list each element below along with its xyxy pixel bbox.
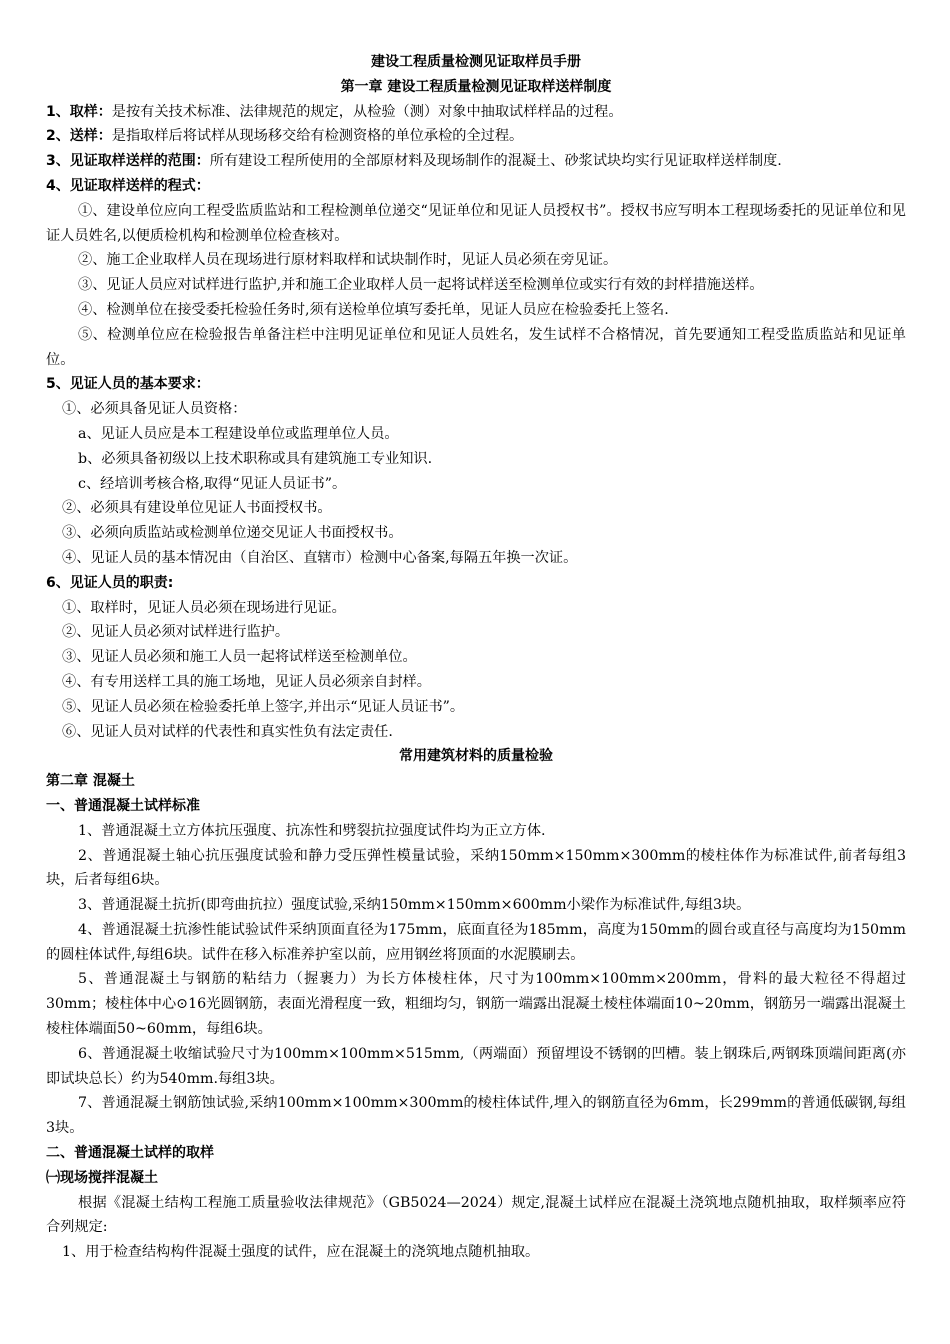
list-item: 1、用于检查结构构件混凝土强度的试件，应在混凝土的浇筑地点随机抽取。 — [62, 1244, 540, 1261]
document-title: 建设工程质量检测见证取样员手册 — [371, 54, 581, 70]
list-item: 2、普通混凝土轴心抗压强度试验和静力受压弹性模量试验，采纳150mm×150mm×300mm的棱柱体作为标准试件,前者每组3块，后者每组6块。 — [46, 847, 906, 889]
definition-label: 3、见证取样送样的范围： — [46, 153, 210, 170]
list-item: ③、见证人员应对试样进行监护,并和施工企业取样人员一起将试样送至检测单位或实行有效的封样措施送样。 — [78, 277, 764, 294]
section-heading: 一、普通混凝土试样标准 — [46, 797, 200, 814]
list-item: ③、必须向质监站或检测单位递交见证人书面授权书。 — [62, 525, 403, 542]
definition-label: 1、取样： — [46, 103, 112, 120]
definition-label: 2、送样： — [46, 128, 112, 145]
list-item: ③、见证人员必须和施工人员一起将试样送至检测单位。 — [62, 649, 417, 666]
definition-scope — [46, 149, 906, 174]
list-subitem: b、必须具备初级以上技术职称或具有建筑施工专业知识. — [78, 450, 433, 467]
list-item: ①、必须具备见证人员资格： — [62, 401, 247, 418]
section-5-heading: 5、见证人员的基本要求： — [46, 376, 210, 393]
list-item: 5、普通混凝土与钢筋的粘结力（握裹力）为长方体棱柱体，尺寸为100mm×100mm×200mm，骨料的最大粒径不得超过30mm；棱柱体中心⊙16光圆钢筋，表面光滑程度一致，粗细均匀，钢筋一端露出混凝土棱柱体端面10~20mm，钢筋另一端露出混凝土棱柱体端面50~60mm，每组6块。 — [46, 971, 906, 1038]
list-item: ②、必须具有建设单位见证人书面授权书。 — [62, 500, 332, 517]
section-heading: 二、普通混凝土试样的取样 — [46, 1145, 214, 1162]
list-subitem: c、经培训考核合格,取得“见证人员证书”。 — [78, 475, 347, 492]
list-item: ④、有专用送样工具的施工场地，见证人员必须亲自封样。 — [62, 673, 431, 690]
section-6-heading: 6、见证人员的职责: — [46, 574, 174, 591]
list-item: ④、见证人员的基本情况由（自治区、直辖市）检测中心备案,每隔五年换一次证。 — [62, 549, 578, 566]
list-item: 3、普通混凝土抗折(即弯曲抗拉）强度试验,采纳150mm×150mm×600mm小梁作为标准试件,每组3块。 — [78, 897, 751, 914]
list-subitem: a、见证人员应是本工程建设单位或监理单位人员。 — [78, 425, 399, 442]
list-item: ⑤、检测单位应在检验报告单备注栏中注明见证单位和见证人员姓名，发生试样不合格情况，首先要通知工程受监质监站和见证单位。 — [46, 326, 906, 368]
section-4-heading: 4、见证取样送样的程式： — [46, 177, 210, 194]
list-item: 1、普通混凝土立方体抗压强度、抗冻性和劈裂抗拉强度试件均为正立方体. — [78, 822, 546, 839]
list-item: 7、普通混凝土钢筋蚀试验,采纳100mm×100mm×300mm的棱柱体试件,埋入的钢筋直径为6mm，长299mm的普通低碳钢,每组3块。 — [46, 1095, 906, 1137]
list-item: ④、检测单位在接受委托检验任务时,须有送检单位填写委托单，见证人员应在检验委托上签名. — [78, 301, 669, 318]
list-item: 4、普通混凝土抗渗性能试验试件采纳顶面直径为175mm，底面直径为185mm，高度为150mm的圆台或直径与高度均为150mm的圆柱体试件,每组6块。试件在移入标准养护室以前，应用钢丝将顶面的水泥膜刷去。 — [46, 921, 906, 963]
definition-text: 是指取样后将试样从现场移交给有检测资格的单位承检的全过程。 — [111, 128, 524, 145]
list-item: ⑥、见证人员对试样的代表性和真实性负有法定责任. — [62, 723, 393, 740]
list-item: ②、施工企业取样人员在现场进行原材料取样和试块制作时，见证人员必须在旁见证。 — [78, 252, 618, 269]
definition-text: 所有建设工程所使用的全部原材料及现场制作的混凝土、砂浆试块均实行见证取样送样制度. — [209, 153, 782, 170]
chapter-2-heading: 第二章 混凝土 — [46, 773, 135, 790]
subtitle: 常用建筑材料的质量检验 — [399, 748, 553, 765]
list-item: ①、建设单位应向工程受监质监站和工程检测单位递交“见证单位和见证人员授权书”。授权书应写明本工程现场委托的见证单位和见证人员姓名,以便质检机构和检测单位检查核对。 — [46, 202, 906, 244]
list-item: ①、取样时，见证人员必须在现场进行见证。 — [62, 599, 346, 616]
list-item: ⑤、见证人员必须在检验委托单上签字,并出示“见证人员证书”。 — [62, 698, 465, 715]
definition-text: 是按有关技术标准、法律规范的规定，从检验（测）对象中抽取试样样品的过程。 — [111, 103, 623, 120]
list-item: ②、见证人员必须对试样进行监护。 — [62, 624, 290, 641]
list-item: 6、普通混凝土收缩试验尺寸为100mm×100mm×515mm,（两端面）预留埋设不锈钢的凹槽。装上钢珠后,两钢珠顶端间距离(亦即试块总长）约为540mm.每组3块。 — [46, 1045, 906, 1087]
chapter-1-heading: 第一章 建设工程质量检测见证取样送样制度 — [340, 78, 612, 95]
paragraph: 根据《混凝土结构工程施工质量验收法律规范》（GB5024—2024）规定,混凝土试样应在混凝土浇筑地点随机抽取，取样频率应符合列规定: — [46, 1194, 906, 1236]
subsection-heading: ㈠现场搅拌混凝土 — [46, 1169, 158, 1186]
definition-sampling — [46, 100, 906, 125]
definition-delivery — [46, 124, 906, 149]
